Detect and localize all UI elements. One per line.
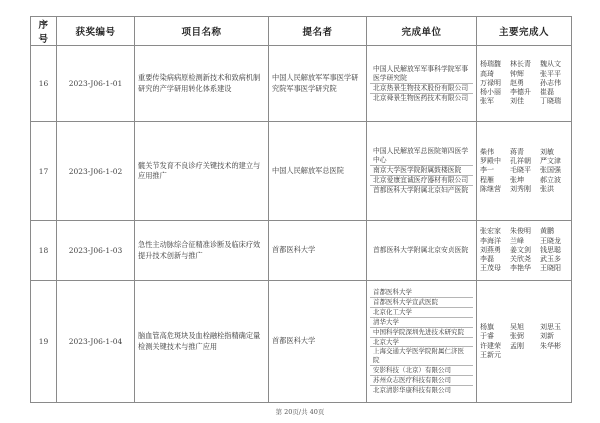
person-name: 张宏家	[480, 227, 501, 236]
row-seq: 19	[31, 281, 57, 403]
row-main-people	[477, 281, 572, 403]
completion-unit: 上海交通大学医学院附属仁济医院	[370, 347, 473, 366]
completion-unit: 北京化工大学	[370, 308, 473, 318]
person-name: 刘新	[540, 332, 554, 341]
person-name: 杨小丽	[480, 88, 501, 97]
table-row	[31, 122, 572, 221]
person-name: 李一	[480, 166, 494, 175]
person-name: 张弼	[510, 332, 524, 341]
person-name: 陈继营	[480, 184, 501, 193]
row-main-people	[477, 221, 572, 281]
person-name: 柴伟	[480, 147, 494, 156]
completion-unit: 北京清影华康科技有限公司	[373, 386, 451, 395]
person-name: 刘思玉	[540, 323, 561, 332]
completion-unit: 北京舜景生物医药技术有限公司	[373, 93, 469, 102]
person-name: 于睿	[480, 332, 494, 341]
header-seq: 序号	[31, 17, 57, 46]
person-name: 魏从文	[540, 60, 561, 69]
table-header-row	[31, 17, 572, 46]
completion-unit: 安影科技（北京）有限公司	[370, 366, 473, 376]
person-name: 朱华彬	[540, 341, 561, 350]
row-nominator: 中国人民解放军军事医学研究院军事医学研究院	[269, 46, 367, 122]
person-name: 李德升	[510, 88, 531, 97]
person-name: 关欣尧	[510, 255, 531, 264]
header-project-name: 项目名称	[135, 17, 269, 46]
person-name: 万禄明	[480, 78, 501, 87]
person-name: 张平平	[540, 69, 561, 78]
person-name: 黄鹏	[540, 227, 554, 236]
person-name: 王新元	[480, 350, 501, 359]
person-name: 刘秀刚	[510, 184, 531, 193]
person-name: 王晓阳	[540, 264, 561, 273]
person-name: 罗殿中	[480, 157, 501, 166]
person-name: 毛晓平	[510, 166, 531, 175]
person-name: 林长青	[510, 60, 531, 69]
row-seq: 18	[31, 221, 57, 281]
person-name: 钟辉	[510, 69, 524, 78]
row-completion-units	[367, 281, 477, 403]
person-name: 刘佳	[510, 97, 524, 106]
person-name: 丁晓瑞	[540, 97, 561, 106]
row-seq: 16	[31, 46, 57, 122]
row-award-code: 2023-J06-1-03	[57, 221, 135, 281]
person-name: 朱俊明	[510, 227, 531, 236]
completion-unit: 清华大学	[370, 318, 473, 328]
completion-unit: 南京大学医学院附属鼓楼医院	[370, 166, 473, 176]
row-award-code: 2023-J06-1-04	[57, 281, 135, 403]
completion-unit: 中国人民解放军军事科学院军事医学研究院	[370, 65, 473, 84]
completion-unit: 北京爱康宜诚医疗器材有限公司	[370, 176, 473, 186]
person-name: 武玉多	[540, 255, 561, 264]
row-project-name: 重要传染病病原检测新技术和致病机制研究的产学研用转化体系建设	[135, 46, 269, 122]
row-award-code: 2023-J06-1-01	[57, 46, 135, 122]
person-name: 孙志伟	[540, 78, 561, 87]
completion-unit: 北京大学	[370, 338, 473, 348]
table-row	[31, 281, 572, 403]
row-seq: 17	[31, 122, 57, 221]
completion-unit: 中国人民解放军总医院第四医学中心	[370, 147, 473, 166]
person-name: 王晓龙	[540, 236, 561, 245]
person-name: 李磊	[480, 255, 494, 264]
row-completion-units	[367, 122, 477, 221]
header-completion-units: 完成单位	[367, 17, 477, 46]
table-row	[31, 46, 572, 122]
person-name: 崔磊	[540, 88, 554, 97]
person-name: 李艳华	[510, 264, 531, 273]
completion-unit: 首都医科大学附属北京安贞医院	[373, 246, 469, 254]
header-main-people: 主要完成人	[477, 17, 572, 46]
row-completion-units	[367, 46, 477, 122]
row-nominator: 中国人民解放军总医院	[269, 122, 367, 221]
person-name: 吴旭	[510, 323, 524, 332]
table-row	[31, 221, 572, 281]
row-main-people	[477, 46, 572, 122]
row-project-name: 脑血管高危斑块及血栓融栓指精确定量检测关键技术与推广应用	[135, 281, 269, 403]
person-name: 孟刚	[510, 341, 524, 350]
row-award-code: 2023-J06-1-02	[57, 122, 135, 221]
completion-unit: 北京热景生物技术股份有限公司	[370, 84, 473, 94]
person-name: 郝立波	[540, 175, 561, 184]
person-name: 赵勇	[510, 78, 524, 87]
person-name: 严文津	[540, 157, 561, 166]
person-name: 姜文剑	[510, 245, 531, 254]
row-nominator: 首都医科大学	[269, 221, 367, 281]
row-project-name: 髋关节发育不良诊疗关键技术的建立与应用推广	[135, 122, 269, 221]
person-name: 钱思聪	[540, 245, 561, 254]
header-award-code: 获奖编号	[57, 17, 135, 46]
completion-unit: 首都医科大学宣武医院	[370, 298, 473, 308]
person-name: 李海洋	[480, 236, 501, 245]
row-nominator: 首都医科大学	[269, 281, 367, 403]
row-completion-units	[367, 221, 477, 281]
person-name: 刘敏	[540, 147, 554, 156]
person-name: 高琦	[480, 69, 494, 78]
person-name: 孔祥朝	[510, 157, 531, 166]
person-name: 张坤	[510, 175, 524, 184]
person-name: 兰峰	[510, 236, 524, 245]
person-name: 许建荣	[480, 341, 501, 350]
person-name: 刘燕勇	[480, 245, 501, 254]
person-name: 杨旗	[480, 323, 494, 332]
completion-unit: 首都医科大学附属北京妇产医院	[373, 186, 469, 194]
completion-unit: 中国科学院深圳先进技术研究院	[370, 328, 473, 338]
page-number-footer: 第 20页/共 40页	[275, 408, 325, 416]
row-project-name: 急性主动脉综合征精准诊断及临床疗效提升技术创新与推广	[135, 221, 269, 281]
person-name: 张国强	[540, 166, 561, 175]
person-name: 蒋青	[510, 147, 524, 156]
completion-unit: 苏州众志医疗科技有限公司	[370, 376, 473, 386]
person-name: 王茂母	[480, 264, 501, 273]
person-name: 张洪	[540, 184, 554, 193]
person-name: 杨瑞馥	[480, 60, 501, 69]
row-main-people	[477, 122, 572, 221]
completion-unit: 首都医科大学	[370, 288, 473, 298]
header-nominator: 提名者	[269, 17, 367, 46]
person-name: 张军	[480, 97, 494, 106]
award-table	[30, 16, 572, 403]
person-name: 程雁	[480, 175, 494, 184]
